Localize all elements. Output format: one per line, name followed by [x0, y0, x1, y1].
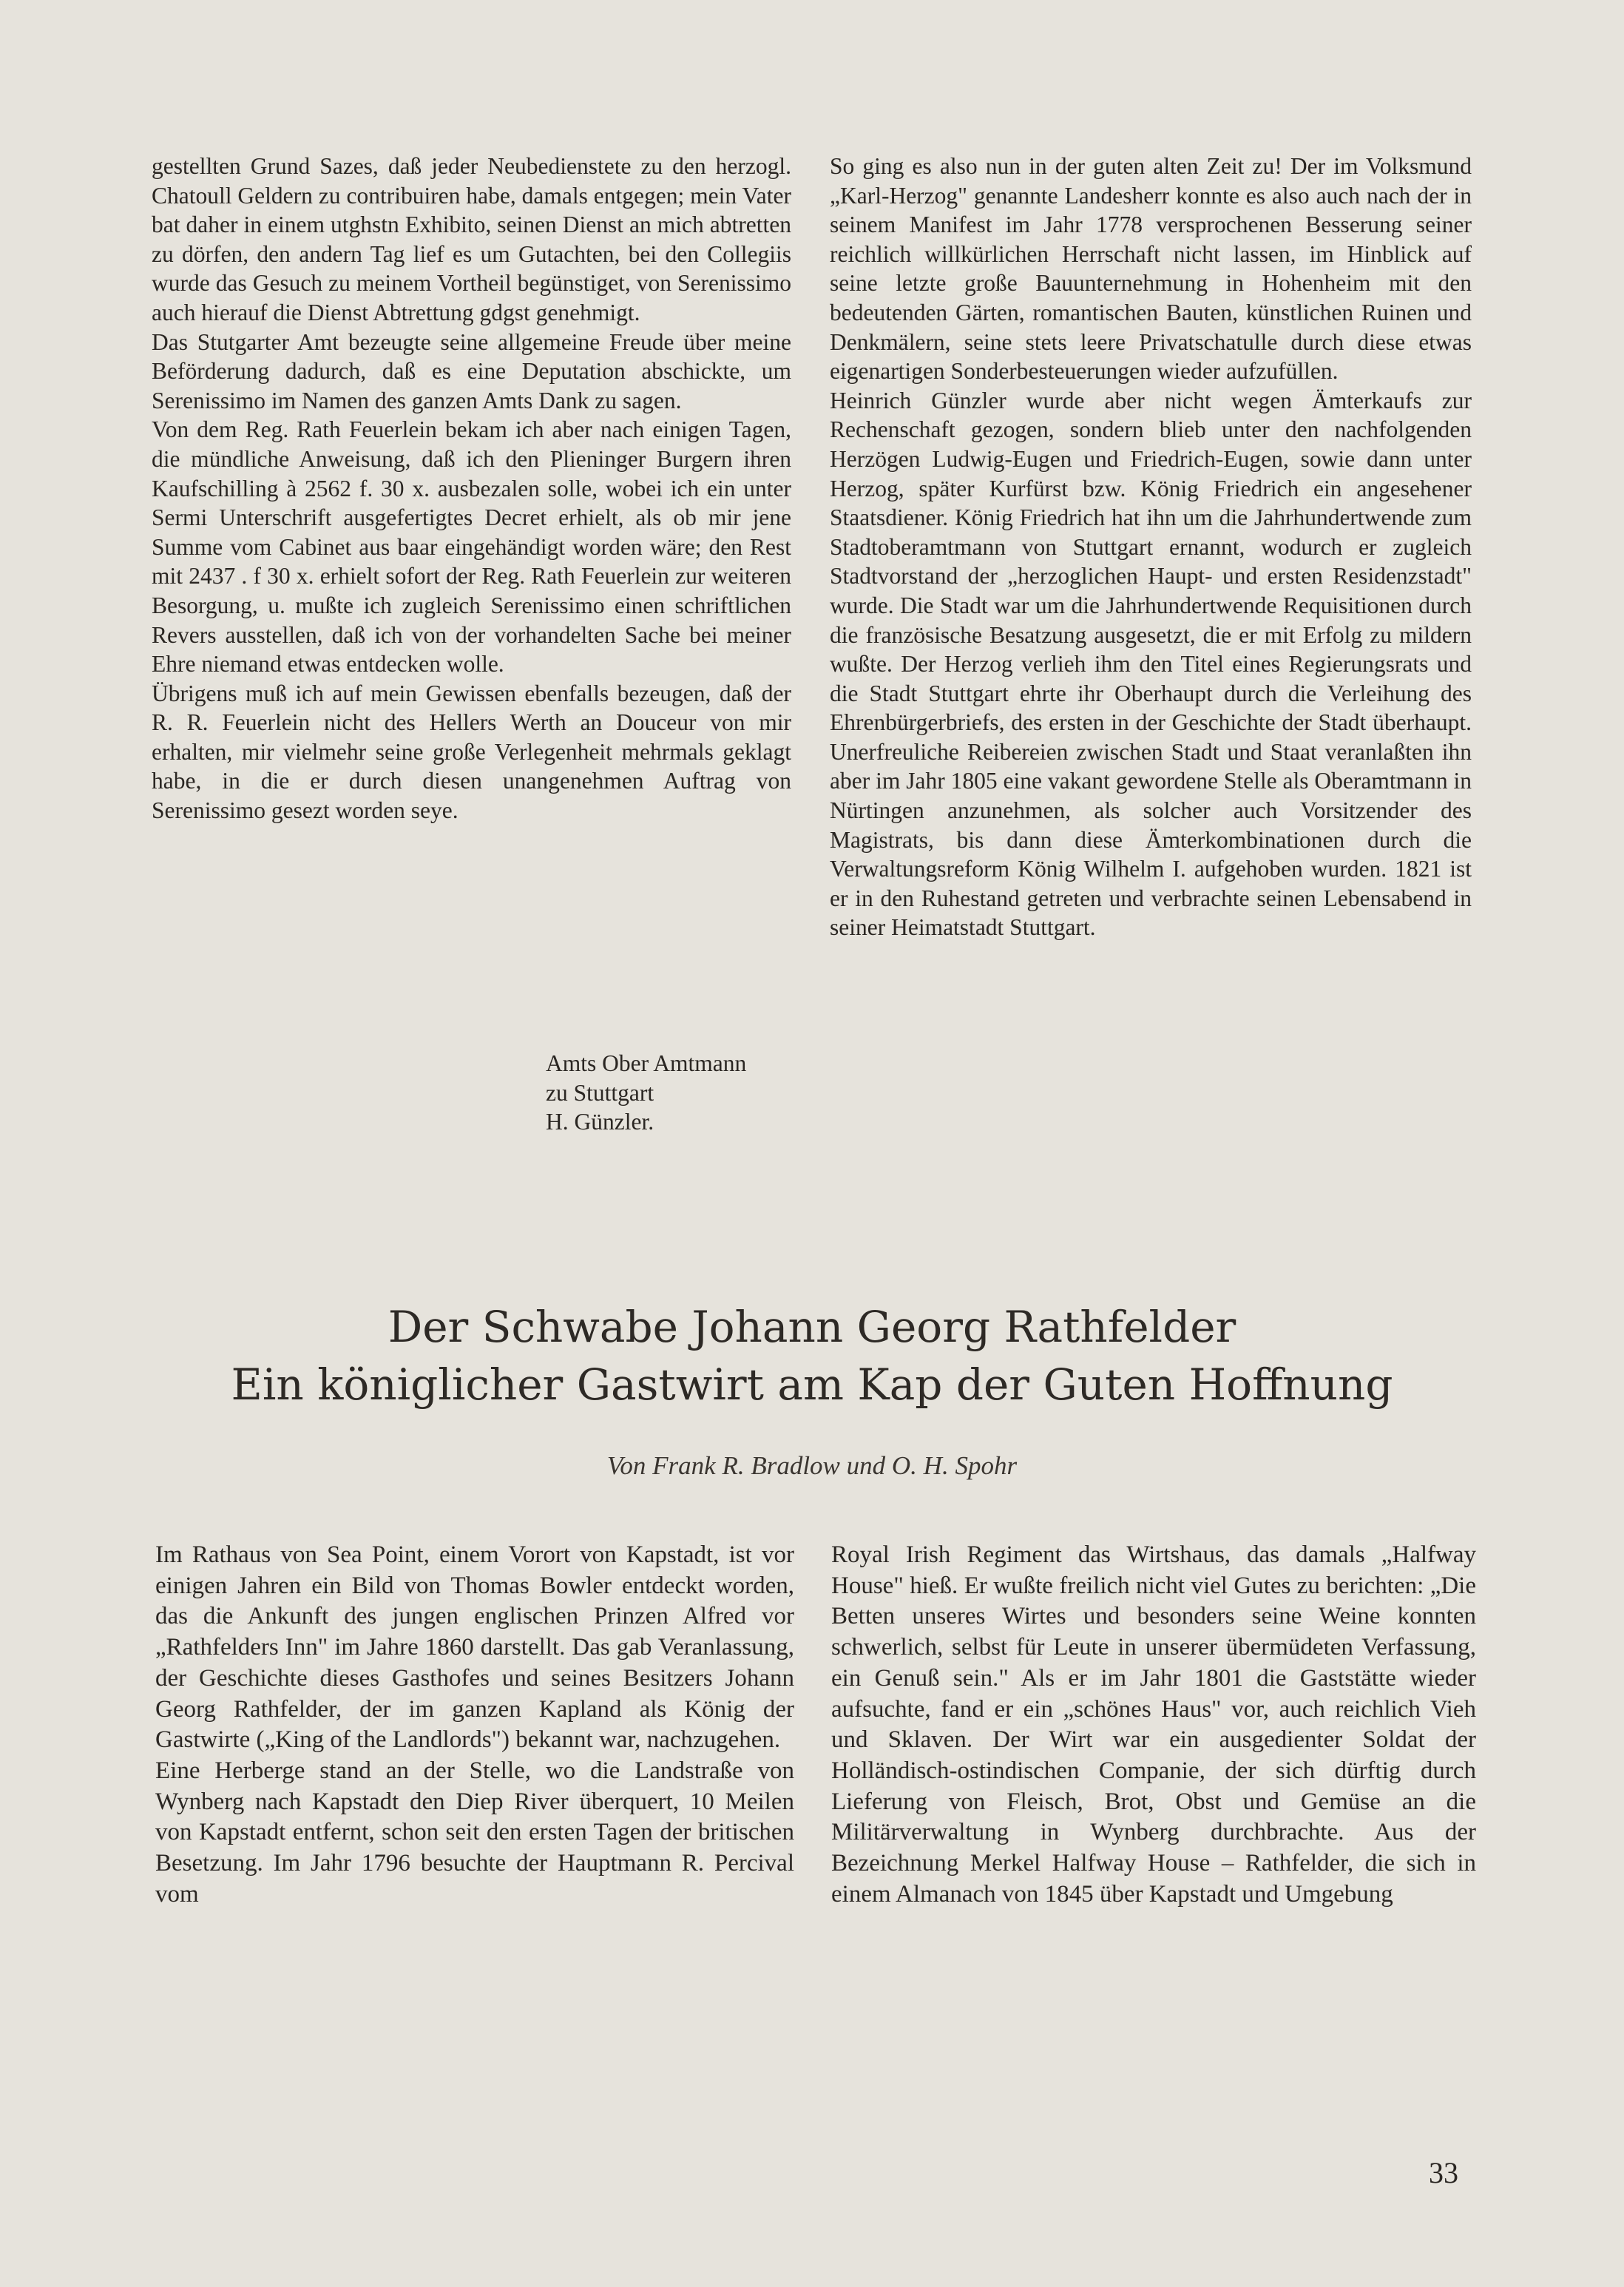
article-title: Der Schwabe Johann Georg Rathfelder [388, 1302, 1236, 1352]
letter-signature [546, 1049, 746, 1137]
article-paragraph: Eine Herberge stand an der Stelle, wo die Landstraße von Wynberg nach Kapstadt den Diep River überquert, 10 Meilen von Kapstadt entfernt, schon seit den ersten Tagen der britischen Besetzung. Im Jahr 1796 besuchte der Hauptmann R. Percival vom [155, 1757, 794, 1908]
article-paragraph: Royal Irish Regiment das Wirtshaus, das damals „Halfway House" hieß. Er wußte freilich nicht viel Gutes zu berichten: „Die Betten unseres Wirtes und besonders seine Weine konnten schwerlich, selbst für Leute in unserer übermüdeten Verfassung, ein Genuß sein." Als er im Jahr 1801 die Gaststätte wieder aufsuchte, fand er ein „schönes Haus" vor, auch reichlich Vieh und Sklaven. Der Wirt war ein ausgedienter Soldat der Holländisch-ostindischen Companie, der sich dürftig durch Lieferung von Fleisch, Brot, Obst und Gemüse an die Militärverwaltung in Wynberg durchbrachte. Aus der Bezeichnung Merkel Halfway House – Rathfelder, die sich in einem Almanach von 1845 über Kapstadt und Umgebung [831, 1541, 1476, 1908]
letter-paragraph: Das Stutgarter Amt bezeugte seine allgemeine Freude über meine Beförderung dadurch, daß es eine Deputation abschickte, um Serenissimo im Namen des ganzen Amts Dank zu sagen. [152, 328, 791, 413]
article-column-left [155, 1540, 794, 1910]
signature-line: Amts Ober Amtmann [546, 1050, 747, 1076]
article-subtitle: Ein königlicher Gastwirt am Kap der Guten Hoffnung [231, 1359, 1393, 1410]
commentary-column [830, 152, 1472, 942]
signature-line: H. Günzler. [546, 1109, 654, 1135]
article-paragraph: Im Rathaus von Sea Point, einem Vorort von Kapstadt, ist vor einigen Jahren ein Bild von Thomas Bowler entdeckt worden, das die Ankunft des jungen englischen Prinzen Alfred vor „Rathfelders Inn" im Jahre 1860 darstellt. Das gab Veranlassung, der Geschichte dieses Gasthofes und seines Besitzers Johann Georg Rathfelder, der im ganzen Kapland als König der Gastwirte („King of the Landlords") bekannt war, nachzugehen. [155, 1541, 794, 1754]
letter-paragraph: Übrigens muß ich auf mein Gewissen ebenfalls bezeugen, daß der R. R. Feuerlein nicht des Hellers Werth an Douceur von mir erhalten, mir vielmehr seine große Verlegenheit mehrmals geklagt habe, in die er durch diesen unangenehmen Auftrag von Serenissimo gesezt worden seye. [152, 680, 791, 824]
commentary-paragraph: So ging es also nun in der guten alten Zeit zu! Der im Volksmund „Karl-Herzog" genannte Landesherr konnte es also auch nach der in seinem Manifest im Jahr 1778 versprochenen Besserung seiner reichlich willkürlichen Herrschaft nicht lassen, im Hinblick auf seine letzte große Bauunternehmung in Hohenheim mit den bedeutenden Gärten, romantischen Bauten, künstlichen Ruinen und Denkmälern, seine stets leere Privatschatulle durch diese etwas eigenartigen Sonderbesteuerungen wieder aufzufüllen. [830, 153, 1472, 385]
letter-paragraph: gestellten Grund Sazes, daß jeder Neubedienstete zu den herzogl. Chatoull Geldern zu contribuiren habe, damals entgegen; mein Vater bat daher in einem utghstn Exhibito, seinen Dienst an mich abtretten zu dörfen, den andern Tag lief es um Gutachten, bei den Collegiis wurde das Gesuch zu meinem Vortheil begünstiget, von Serenissimo auch hierauf die Dienst Abtrettung gdgst genehmigt. [152, 153, 791, 325]
letter-column [152, 152, 791, 825]
letter-paragraph: Von dem Reg. Rath Feuerlein bekam ich aber nach einigen Tagen, die mündliche Anweisung, daß ich den Plieninger Burgern ihren Kaufschilling à 2562 f. 30 x. ausbezalen solle, wobei ich ein unter Sermi Unterschrift ausgefertigtes Decret erhielt, als ob mir jene Summe vom Cabinet aus baar eingehändigt worden wäre; den Rest mit 2437 . f 30 x. erhielt sofort der Reg. Rath Feuerlein zur weiteren Besorgung, u. mußte ich zugleich Serenissimo einen schriftlichen Revers ausstellen, daß ich von der vorhandelten Sache bei meiner Ehre niemand etwas entdecken wolle. [152, 416, 791, 678]
article-column-right [831, 1540, 1476, 1910]
commentary-paragraph: Heinrich Günzler wurde aber nicht wegen Ämterkaufs zur Rechenschaft gezogen, sondern blieb unter den nachfolgenden Herzögen Ludwig-Eugen und Friedrich-Eugen, sowie dann unter Herzog, später Kurfürst bzw. König Friedrich ein angesehener Staatsdiener. König Friedrich hat ihn um die Jahrhundertwende zum Stadtoberamtmann von Stuttgart ernannt, wodurch er zugleich Stadtvorstand der „herzoglichen Haupt- und ersten Residenzstadt" wurde. Die Stadt war um die Jahrhundertwende Requisitionen durch die französische Besatzung ausgesetzt, die er mit Erfolg zu mildern wußte. Der Herzog verlieh ihm den Titel eines Regierungsrats und die Stadt Stuttgart ehrte ihr Oberhaupt durch die Verleihung des Ehrenbürgerbriefs, des ersten in der Geschichte der Stadt überhaupt. Unerfreuliche Reibereien zwischen Stadt und Staat veranlaßten ihn aber im Jahr 1805 eine vakant gewordene Stelle als Oberamtmann in Nürtingen anzunehmen, als solcher auch Vorsitzender des Magistrats, bis dann diese Ämterkombinationen durch die Verwaltungsreform König Wilhelm I. aufgehoben wurden. 1821 ist er in den Ruhestand getreten und verbrachte seinen Lebensabend in seiner Heimatstadt Stuttgart. [830, 387, 1472, 941]
article-byline: Von Frank R. Bradlow und O. H. Spohr [606, 1451, 1018, 1480]
page-number: 33 [1429, 2156, 1458, 2189]
signature-line: zu Stuttgart [546, 1079, 654, 1106]
